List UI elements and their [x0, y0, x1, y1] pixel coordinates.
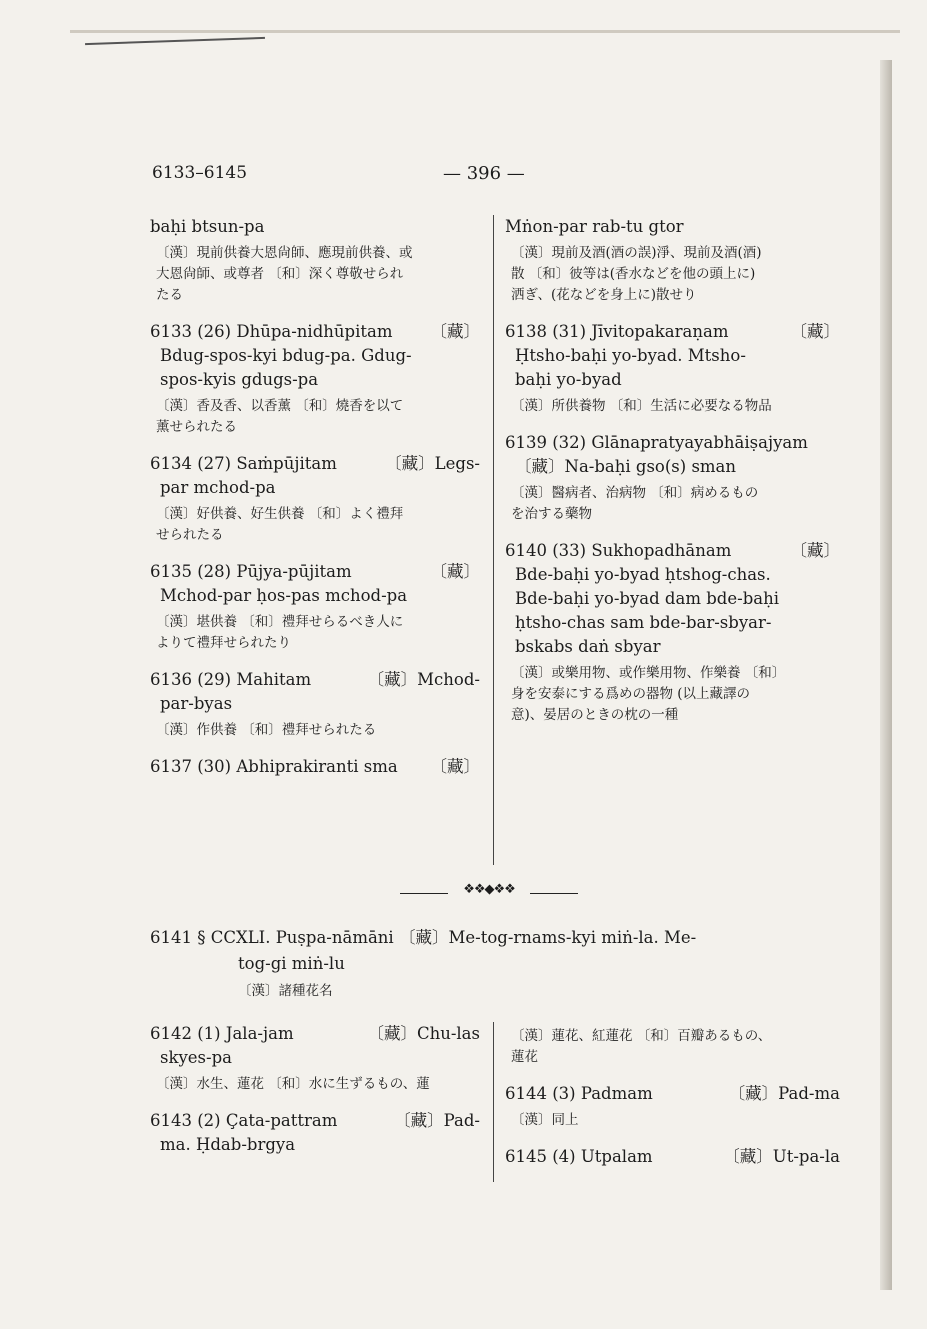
- entry-heading: [150, 452, 480, 476]
- entry-line: Mṅon-par rab-tu gtor: [505, 217, 684, 236]
- section-kanji: 〔漢〕諸種花名: [238, 983, 333, 999]
- entry-line: Bdug-spos-kyi bdug-pa. Gdug-: [160, 346, 412, 365]
- entry-6139: [505, 431, 840, 525]
- entry-heading: [150, 1022, 480, 1046]
- translation-line: 散 〔和〕彼等は(香水などを他の頭上に): [511, 266, 756, 282]
- translation-line: 〔漢〕作供養 〔和〕禮拜せられたる: [156, 722, 377, 738]
- entry-cont: [150, 215, 480, 306]
- translation-block: [505, 396, 840, 417]
- entry-line: skyes-pa: [160, 1048, 232, 1067]
- entry-line: spos-kyis gdugs-pa: [160, 370, 319, 389]
- entry-heading: [150, 320, 480, 344]
- entry-6142: [150, 1022, 480, 1095]
- right-column-top: [505, 215, 840, 740]
- entry-term: 6145 (4) Utpalam: [505, 1147, 653, 1166]
- entry-heading: [150, 1109, 480, 1133]
- entry-term: 6142 (1) Jala-jam: [150, 1024, 294, 1043]
- entry-6143: [150, 1109, 480, 1157]
- translation-line: 〔漢〕醫病者、治病物 〔和〕病めるもの: [511, 485, 759, 501]
- translation-line: せられたる: [156, 527, 224, 543]
- entry-heading: [505, 320, 840, 344]
- entry-heading: [505, 1082, 840, 1106]
- translation-block: [505, 663, 840, 726]
- entry-6140: [505, 539, 840, 726]
- page-number: — 396 —: [443, 163, 525, 184]
- entry-6135: [150, 560, 480, 654]
- translation-line: 洒ぎ、(花などを身上に)散せり: [511, 287, 697, 303]
- translation-line: 意)、晏居のときの枕の一種: [511, 707, 679, 723]
- tibetan-tag: 〔藏〕Legs-: [385, 454, 480, 473]
- translation-line: 〔漢〕香及香、以香薰 〔和〕燒香を以て: [156, 398, 404, 414]
- translation-line: 〔漢〕堪供養 〔和〕禮拜せらるべき人に: [156, 614, 404, 630]
- translation-line: たる: [156, 287, 183, 303]
- section-line-1: 6141 § CCXLI. Puṣpa-nāmāni 〔藏〕Me-tog-rnams-kyi miṅ-la. Me-: [150, 928, 697, 947]
- section-heading-6141: [150, 925, 840, 1002]
- tibetan-tag: 〔藏〕: [790, 541, 840, 560]
- translation-line: 〔漢〕蓮花、紅蓮花 〔和〕百瓣あるもの、: [511, 1028, 772, 1044]
- translation-line: よりて禮拜せられたり: [156, 635, 291, 651]
- section-divider: ❖❖◆❖❖: [400, 882, 578, 906]
- entry-6145: [505, 1145, 840, 1169]
- entry-heading: [505, 431, 840, 455]
- translation-line: 蓮花: [511, 1049, 538, 1065]
- translation-block: [150, 504, 480, 546]
- translation-line: 〔漢〕現前供養大恩尙師、應現前供養、或: [156, 245, 413, 261]
- entry-6134: [150, 452, 480, 546]
- entry-6133: [150, 320, 480, 438]
- entry-term: 6137 (30) Abhiprakiranti sma: [150, 757, 398, 776]
- tibetan-tag: 〔藏〕Pad-ma: [728, 1084, 840, 1103]
- translation-block: [505, 483, 840, 525]
- entry-heading: [150, 560, 480, 584]
- entry-term: 6134 (27) Saṁpūjitam: [150, 454, 337, 473]
- translation-block: [150, 1074, 480, 1095]
- scan-edge-top: [70, 30, 900, 33]
- tibetan-tag: 〔藏〕Mchod-: [367, 670, 480, 689]
- translation-block: [150, 612, 480, 654]
- left-column-top: [150, 215, 480, 793]
- entry-line: Mchod-par ḥos-pas mchod-pa: [160, 586, 408, 605]
- translation-line: 薰せられたる: [156, 419, 237, 435]
- entry-term: 6143 (2) Çata-pattram: [150, 1111, 338, 1130]
- translation-line: 〔漢〕同上: [511, 1112, 579, 1128]
- tibetan-tag: 〔藏〕: [430, 322, 480, 341]
- entry-term: 6136 (29) Mahitam: [150, 670, 312, 689]
- entry-line: Bde-baḥi yo-byad dam bde-baḥi: [515, 589, 779, 608]
- entry-term: 6135 (28) Pūjya-pūjitam: [150, 562, 352, 581]
- translation-line: を治する藥物: [511, 506, 592, 522]
- tibetan-tag: 〔藏〕Ut-pa-la: [723, 1147, 840, 1166]
- entry-cont: [505, 215, 840, 306]
- tibetan-tag: 〔藏〕Chu-las: [367, 1024, 480, 1043]
- translation-line: 〔漢〕所供養物 〔和〕生活に必要なる物品: [511, 398, 772, 414]
- entry-line: 〔藏〕Na-baḥi gso(s) sman: [515, 457, 737, 476]
- entry-6137: [150, 755, 480, 779]
- translation-block: [505, 1110, 840, 1131]
- entry-heading: [505, 1145, 840, 1169]
- scan-edge-right: [880, 60, 892, 1290]
- translation-line: 大恩尙師、或尊者 〔和〕深く尊敬せられ: [156, 266, 404, 282]
- entry-6136: [150, 668, 480, 741]
- entry-term: 6140 (33) Sukhopadhānam: [505, 541, 732, 560]
- translation-line: 身を安泰にする爲めの器物 (以上藏譯の: [511, 686, 751, 702]
- translation-block: [505, 1026, 840, 1068]
- entry-cont: [505, 1026, 840, 1068]
- entry-term: 6139 (32) Glānapratyayabhāiṣajyam: [505, 433, 808, 452]
- translation-block: [150, 720, 480, 741]
- entry-line: Ḥtsho-baḥi yo-byad. Mtsho-: [515, 346, 746, 365]
- entry-line: baḥi btsun-pa: [150, 217, 265, 236]
- tibetan-tag: 〔藏〕Pad-: [394, 1111, 480, 1130]
- tibetan-tag: 〔藏〕: [430, 757, 480, 776]
- entry-line: ma. Ḥdab-brgya: [160, 1135, 296, 1154]
- entry-line: bskabs daṅ sbyar: [515, 637, 661, 656]
- translation-block: [150, 243, 480, 306]
- page-range: 6133–6145: [152, 163, 248, 183]
- entry-heading: [505, 539, 840, 563]
- translation-line: 〔漢〕或樂用物、或作樂用物、作樂養 〔和〕: [511, 665, 786, 681]
- entry-heading: [150, 755, 480, 779]
- translation-line: 〔漢〕好供養、好生供養 〔和〕よく禮拜: [156, 506, 404, 522]
- translation-line: 〔漢〕現前及酒(酒の誤)淨、現前及酒(酒): [511, 245, 762, 261]
- entry-6138: [505, 320, 840, 417]
- entry-line: par mchod-pa: [160, 478, 276, 497]
- tibetan-tag: 〔藏〕: [430, 562, 480, 581]
- scan-edge-mark: [85, 37, 265, 45]
- entry-line: par-byas: [160, 694, 233, 713]
- section-line-2: tog-gi miṅ-lu: [238, 954, 345, 973]
- right-column-bottom: [505, 1022, 840, 1183]
- entry-term: 6138 (31) Jīvitopakaraṇam: [505, 322, 729, 341]
- entry-term: 6144 (3) Padmam: [505, 1084, 653, 1103]
- entry-6144: [505, 1082, 840, 1131]
- column-rule: [493, 215, 494, 865]
- column-rule-bottom: [493, 1022, 494, 1182]
- entry-term: 6133 (26) Dhūpa-nidhūpitam: [150, 322, 393, 341]
- entry-line: Bde-baḥi yo-byad ḥtshog-chas.: [515, 565, 771, 584]
- left-column-bottom: [150, 1022, 480, 1171]
- tibetan-tag: 〔藏〕: [790, 322, 840, 341]
- entry-line: ḥtsho-chas sam bde-bar-sbyar-: [515, 613, 772, 632]
- translation-line: 〔漢〕水生、蓮花 〔和〕水に生ずるもの、蓮: [156, 1076, 430, 1092]
- entry-line: baḥi yo-byad: [515, 370, 622, 389]
- translation-block: [150, 396, 480, 438]
- entry-heading: [150, 668, 480, 692]
- translation-block: [505, 243, 840, 306]
